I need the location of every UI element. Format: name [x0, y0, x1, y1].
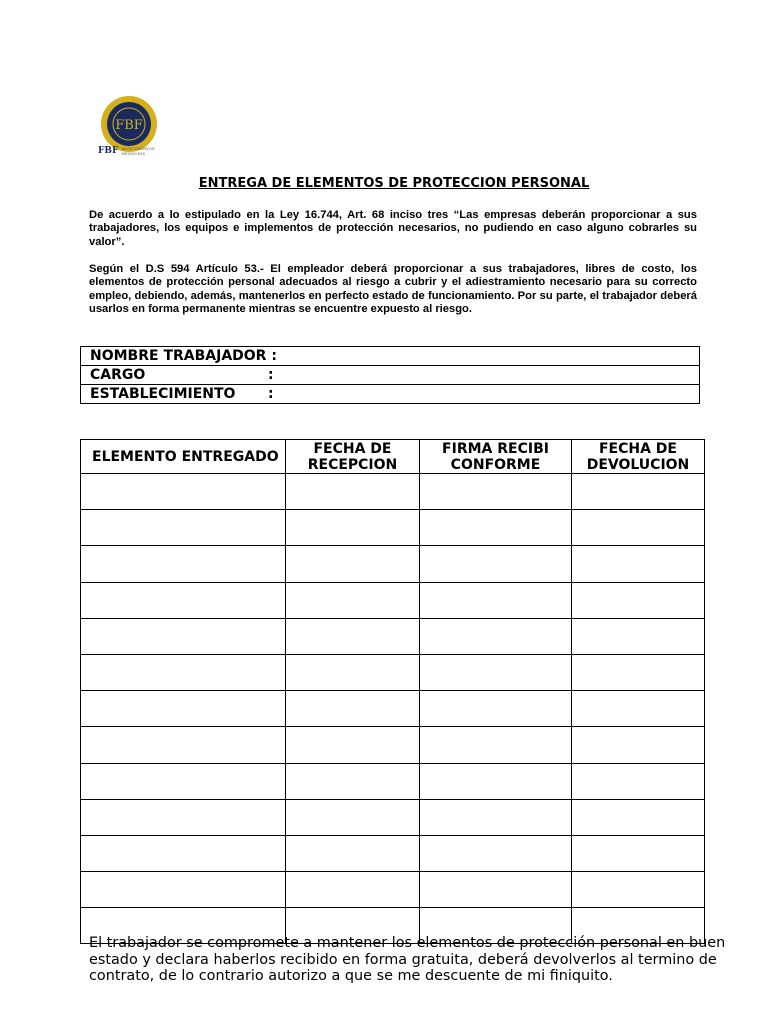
svg-text:FBF: FBF — [115, 118, 143, 133]
cell-fecha-recepcion[interactable] — [286, 546, 420, 582]
cell-elemento[interactable] — [81, 474, 286, 510]
table-row — [81, 618, 705, 654]
cell-fecha-devolucion[interactable] — [572, 474, 705, 510]
cell-fecha-recepcion[interactable] — [286, 727, 420, 763]
cell-elemento[interactable] — [81, 618, 286, 654]
cell-elemento[interactable] — [81, 872, 286, 908]
logo-caption — [98, 146, 161, 156]
logo-seal-icon — [101, 96, 157, 152]
decree-paragraph: Según el D.S 594 Artículo 53.- El empleador deberá proporcionar a sus trabajadores, libres de costo, los elementos de protección personal adecuados al riesgo a cubrir y el adiestramiento necesario para su correcto empleo, debiendo, además, mantenerlos en perfecto estado de funcionamiento. Por su parte, el trabajador deberá usarlos en forma permanente mientras se encuentre expuesto al riesgo. — [89, 263, 697, 316]
cell-fecha-recepcion[interactable] — [286, 510, 420, 546]
cell-fecha-recepcion[interactable] — [286, 618, 420, 654]
table-row — [81, 654, 705, 690]
cell-elemento[interactable] — [81, 654, 286, 690]
position-colon: : — [268, 367, 274, 383]
cell-firma[interactable] — [420, 727, 572, 763]
law-paragraph: De acuerdo a lo estipulado en la Ley 16.744, Art. 68 inciso tres “Las empresas deberán proporcionar a sus trabajadores, los equipos e implementos de protección necesarios, no pudiendo en caso alguno cobrarles su valor”. — [89, 209, 697, 248]
table-row — [81, 510, 705, 546]
footer-commitment-text: El trabajador se compromete a mantener los elementos de protección personal en buen estado y declara haberlos recibido en forma gratuita, deberá devolverlos al termino de contrato, de lo contrario autorizo a que se me descuente de mi finiquito. — [89, 935, 726, 985]
cell-elemento[interactable] — [81, 763, 286, 799]
worker-info-table — [80, 346, 700, 404]
cell-firma[interactable] — [420, 799, 572, 835]
header-fecha-recepcion: FECHA DE RECEPCION — [286, 440, 420, 474]
table-row — [81, 835, 705, 871]
logo-subtext: ALGO DISEÑOS NEGOCIOS — [121, 146, 155, 156]
cell-elemento[interactable] — [81, 799, 286, 835]
cell-fecha-recepcion[interactable] — [286, 763, 420, 799]
cell-firma[interactable] — [420, 510, 572, 546]
worker-name-field[interactable] — [81, 347, 700, 366]
cell-firma[interactable] — [420, 835, 572, 871]
table-row — [81, 763, 705, 799]
establishment-colon: : — [268, 386, 274, 402]
logo-brand-text: FBF — [98, 146, 119, 156]
cell-fecha-recepcion[interactable] — [286, 582, 420, 618]
cell-fecha-devolucion[interactable] — [572, 691, 705, 727]
cell-fecha-recepcion[interactable] — [286, 691, 420, 727]
cell-firma[interactable] — [420, 691, 572, 727]
cell-fecha-devolucion[interactable] — [572, 835, 705, 871]
table-row — [81, 727, 705, 763]
cell-elemento[interactable] — [81, 691, 286, 727]
worker-name-label: NOMBRE TRABAJADOR : — [90, 348, 277, 364]
cell-fecha-devolucion[interactable] — [572, 763, 705, 799]
cell-fecha-recepcion[interactable] — [286, 872, 420, 908]
header-elemento: ELEMENTO ENTREGADO — [81, 440, 286, 474]
cell-fecha-devolucion[interactable] — [572, 510, 705, 546]
table-row — [81, 546, 705, 582]
position-field[interactable] — [81, 366, 700, 385]
establishment-field[interactable] — [81, 385, 700, 404]
cell-elemento[interactable] — [81, 835, 286, 871]
cell-firma[interactable] — [420, 546, 572, 582]
table-header-row — [81, 440, 705, 474]
position-label: CARGO — [90, 367, 146, 383]
position-row — [81, 366, 700, 385]
cell-fecha-recepcion[interactable] — [286, 654, 420, 690]
cell-fecha-devolucion[interactable] — [572, 654, 705, 690]
cell-fecha-recepcion[interactable] — [286, 474, 420, 510]
cell-firma[interactable] — [420, 763, 572, 799]
cell-firma[interactable] — [420, 582, 572, 618]
cell-elemento[interactable] — [81, 546, 286, 582]
cell-elemento[interactable] — [81, 582, 286, 618]
cell-firma[interactable] — [420, 474, 572, 510]
cell-fecha-recepcion[interactable] — [286, 799, 420, 835]
cell-fecha-devolucion[interactable] — [572, 546, 705, 582]
table-row — [81, 691, 705, 727]
header-firma: FIRMA RECIBI CONFORME — [420, 440, 572, 474]
cell-fecha-devolucion[interactable] — [572, 727, 705, 763]
cell-elemento[interactable] — [81, 510, 286, 546]
cell-firma[interactable] — [420, 654, 572, 690]
cell-fecha-recepcion[interactable] — [286, 835, 420, 871]
cell-fecha-devolucion[interactable] — [572, 618, 705, 654]
document-title: ENTREGA DE ELEMENTOS DE PROTECCION PERSONAL — [198, 176, 590, 191]
establishment-row — [81, 385, 700, 404]
cell-fecha-devolucion[interactable] — [572, 799, 705, 835]
table-row — [81, 474, 705, 510]
cell-firma[interactable] — [420, 618, 572, 654]
table-row — [81, 872, 705, 908]
cell-fecha-devolucion[interactable] — [572, 872, 705, 908]
table-row — [81, 582, 705, 618]
ppe-delivery-table — [80, 439, 705, 944]
cell-elemento[interactable] — [81, 727, 286, 763]
table-body — [81, 474, 705, 944]
header-fecha-devolucion: FECHA DE DEVOLUCION — [572, 440, 705, 474]
cell-firma[interactable] — [420, 872, 572, 908]
establishment-label: ESTABLECIMIENTO — [90, 386, 236, 402]
worker-name-row — [81, 347, 700, 366]
cell-fecha-devolucion[interactable] — [572, 582, 705, 618]
table-row — [81, 799, 705, 835]
